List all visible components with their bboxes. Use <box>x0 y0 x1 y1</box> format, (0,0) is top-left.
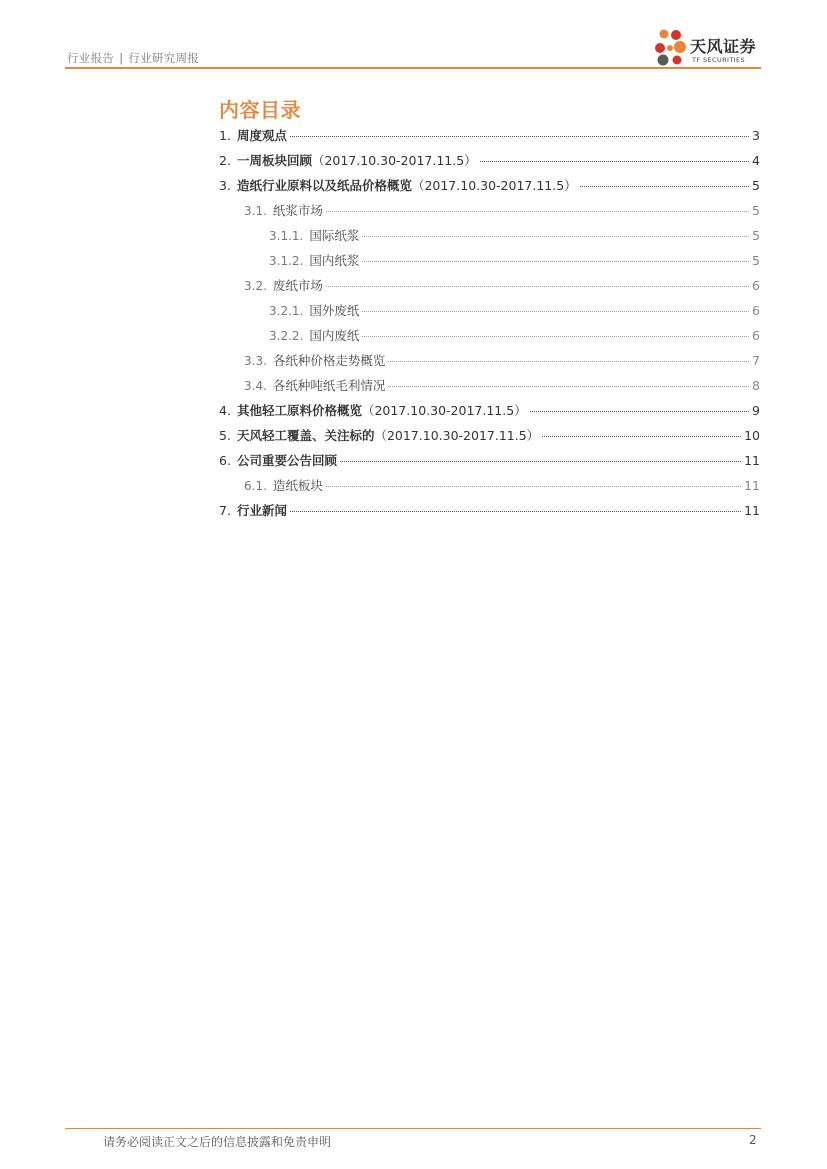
toc-entry-number: 7. <box>219 503 231 518</box>
toc-entry-title: 造纸板块 <box>272 478 323 493</box>
toc-dot-leader <box>580 186 749 187</box>
toc-entry-number: 3.3. <box>244 354 267 368</box>
toc-entry[interactable] <box>269 301 760 321</box>
logo-name-en: TF SECURITIES <box>692 56 746 64</box>
breadcrumb-separator: | <box>119 51 124 65</box>
toc-entry-page: 5 <box>752 253 760 268</box>
toc-entry-title: 纸浆市场 <box>272 203 323 218</box>
toc-entry-title: 各纸种价格走势概览 <box>272 353 386 368</box>
toc-entry-label <box>309 251 359 269</box>
toc-dot-leader <box>480 161 749 162</box>
toc-entry-title: 公司重要公告回顾 <box>236 453 337 468</box>
toc-entry-title: 国外废纸 <box>309 303 360 318</box>
toc-title: 内容目录 <box>219 98 301 122</box>
toc-entry-page: 9 <box>752 403 760 418</box>
toc-dot-leader <box>290 136 749 137</box>
toc-entry-number: 3.2.1. <box>269 304 304 318</box>
footer-divider <box>65 1128 761 1129</box>
toc-entry-number: 3.1. <box>244 204 267 218</box>
toc-entry-number: 5. <box>219 428 231 443</box>
toc-entry-label <box>237 501 287 519</box>
toc-entry-label <box>309 326 359 344</box>
report-subtype: 行业研究周报 <box>128 51 200 65</box>
toc-dot-leader <box>290 511 741 512</box>
toc-entry[interactable] <box>219 176 760 196</box>
footer-disclaimer: 请务必阅读正文之后的信息披露和免责申明 <box>103 1135 332 1149</box>
toc-entry[interactable] <box>244 276 760 296</box>
toc-entry-title: 国内纸浆 <box>309 253 360 268</box>
toc-entry-page: 3 <box>752 128 760 143</box>
toc-entry-label <box>309 301 359 319</box>
toc-entry-date: （2017.10.30-2017.11.5） <box>311 153 477 168</box>
toc-entry-title: 国内废纸 <box>309 328 360 343</box>
toc-entry[interactable] <box>244 476 760 496</box>
toc-entry[interactable] <box>244 376 760 396</box>
toc-dot-leader <box>388 361 749 362</box>
toc-entry-number: 3.1.1. <box>269 229 304 243</box>
report-type: 行业报告 <box>67 51 115 65</box>
toc-entry-page: 8 <box>752 378 760 393</box>
report-breadcrumb <box>67 50 199 66</box>
toc-dot-leader <box>542 436 741 437</box>
toc-entry-date: （2017.10.30-2017.11.5） <box>374 428 540 443</box>
company-logo <box>652 26 764 70</box>
toc-entry-page: 5 <box>752 228 760 243</box>
toc-entry-page: 6 <box>752 328 760 343</box>
toc-entry-label <box>273 276 323 294</box>
toc-entry-page: 11 <box>744 503 760 518</box>
toc-dot-leader <box>326 211 749 212</box>
header-divider <box>65 67 761 69</box>
toc-entry-title: 其他轻工原料价格概览 <box>236 403 362 418</box>
toc-entry-title: 天风轻工覆盖、关注标的 <box>236 428 375 443</box>
toc-entry-label <box>237 176 577 194</box>
toc-entry-title: 造纸行业原料以及纸品价格概览 <box>236 178 412 193</box>
toc-entry-page: 11 <box>744 478 760 493</box>
toc-entry-date: （2017.10.30-2017.11.5） <box>411 178 577 193</box>
toc-entry[interactable] <box>269 226 760 246</box>
toc-dot-leader <box>362 261 749 262</box>
toc-entry[interactable] <box>219 126 760 146</box>
toc-entry-number: 3. <box>219 178 231 193</box>
toc-dot-leader <box>388 386 749 387</box>
toc-entry[interactable] <box>244 351 760 371</box>
toc-entry-page: 6 <box>752 303 760 318</box>
toc-entry-label <box>237 401 527 419</box>
toc-entry-page: 6 <box>752 278 760 293</box>
toc-entry-label <box>237 426 539 444</box>
toc-entry[interactable] <box>219 151 760 171</box>
toc-entry-date: （2017.10.30-2017.11.5） <box>361 403 527 418</box>
page-number: 2 <box>749 1133 757 1147</box>
toc-entry-title: 国际纸浆 <box>309 228 360 243</box>
toc-entry[interactable] <box>219 426 760 446</box>
toc-entry-title: 周度观点 <box>236 128 287 143</box>
toc-entry-number: 1. <box>219 128 231 143</box>
logo-flower-icon <box>652 26 692 70</box>
toc-entry-label <box>273 476 323 494</box>
toc-entry-number: 3.4. <box>244 379 267 393</box>
toc-dot-leader <box>326 286 749 287</box>
toc-entry-label <box>273 376 386 394</box>
toc-entry-title: 各纸种吨纸毛利情况 <box>272 378 386 393</box>
toc-dot-leader <box>340 461 741 462</box>
toc-entry-page: 5 <box>752 178 760 193</box>
toc-entry-title: 行业新闻 <box>236 503 287 518</box>
toc-entry-label <box>309 226 359 244</box>
toc-dot-leader <box>362 236 749 237</box>
toc-dot-leader <box>326 486 741 487</box>
toc-entry-label <box>237 151 477 169</box>
toc-entry-label <box>237 451 337 469</box>
toc-entry-label <box>237 126 287 144</box>
toc-entry[interactable] <box>269 326 760 346</box>
toc-entry-title: 废纸市场 <box>272 278 323 293</box>
toc-dot-leader <box>530 411 749 412</box>
toc-entry-page: 11 <box>744 453 760 468</box>
toc-dot-leader <box>362 336 749 337</box>
logo-name-cn: 天风证券 <box>690 37 757 56</box>
toc-entry[interactable] <box>219 501 760 521</box>
toc-entry-number: 3.1.2. <box>269 254 304 268</box>
toc-entry-page: 5 <box>752 203 760 218</box>
toc-entry-label <box>273 351 386 369</box>
toc-dot-leader <box>362 311 749 312</box>
toc-entry-number: 3.2. <box>244 279 267 293</box>
toc-entry-page: 7 <box>752 353 760 368</box>
toc-entry-number: 3.2.2. <box>269 329 304 343</box>
toc-entry-label <box>273 201 323 219</box>
toc-entry[interactable] <box>244 201 760 221</box>
toc-entry[interactable] <box>269 251 760 271</box>
toc-entry[interactable] <box>219 451 760 471</box>
toc-entry[interactable] <box>219 401 760 421</box>
toc-entry-number: 4. <box>219 403 231 418</box>
toc-entry-title: 一周板块回顾 <box>236 153 312 168</box>
toc-entry-number: 2. <box>219 153 231 168</box>
toc-entry-page: 10 <box>744 428 760 443</box>
toc-entry-page: 4 <box>752 153 760 168</box>
toc-entry-number: 6. <box>219 453 231 468</box>
toc-entry-number: 6.1. <box>244 479 267 493</box>
